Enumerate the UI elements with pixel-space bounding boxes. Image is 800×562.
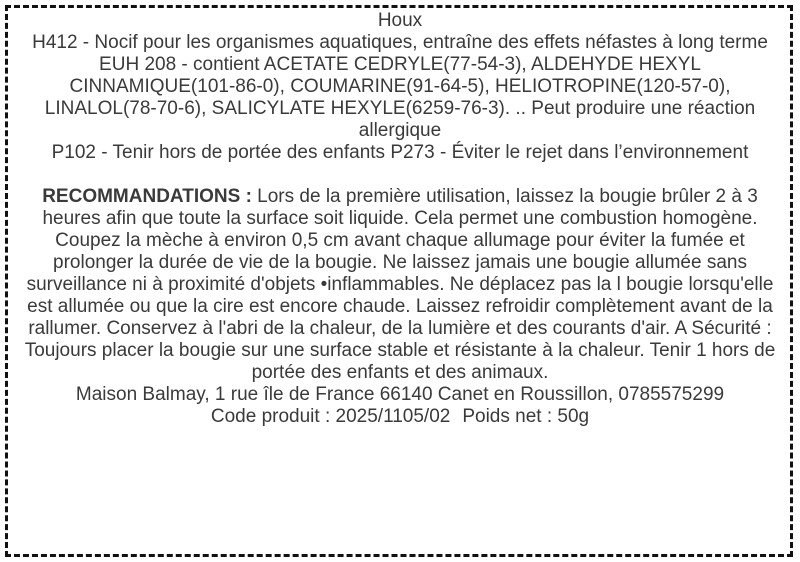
product-code: Code produit : 2025/1105/02 — [210, 406, 451, 427]
recommendations-paragraph — [14, 186, 786, 384]
hazard-statements — [14, 32, 786, 164]
product-info-line — [14, 406, 786, 428]
precautionary-statements: P102 - Tenir hors de portée des enfants P273 - Éviter le rejet dans l’environnement — [51, 142, 749, 163]
product-title: Houx — [377, 10, 423, 31]
recommendations-label: RECOMMANDATIONS : — [42, 186, 252, 207]
hazard-h412: H412 - Nocif pour les organismes aquatiques, entraîne des effets néfastes à long terme — [32, 32, 768, 53]
manufacturer-address: Maison Balmay, 1 rue île de France 66140 Canet en Roussillon, 0785575299 — [75, 384, 725, 405]
net-weight: Poids net : 50g — [462, 406, 590, 427]
label-content — [14, 10, 786, 428]
hazard-euh208: EUH 208 - contient ACETATE CEDRYLE(77-54-3), ALDEHYDE HEXYL CINNAMIQUE(101-86-0), COUMARINE(91-64-5), HELIOTROPINE(120-57-0), LINALOL(78-70-6), SALICYLATE HEXYLE(6259-76-3). .. Peut produire une réaction allergique — [44, 54, 756, 141]
recommendations-text: Lors de la première utilisation, laissez la bougie brûler 2 à 3 heures afin que toute la surface soit liquide. Cela permet une combustion homogène. Coupez la mèche à environ 0,5 cm avant chaque allumage pour éviter la fumée et prolonger la durée de vie de la bougie. Ne laissez jamais une bougie allumée sans surveillance ni à proximité d'objets •inflammables. Ne déplacez pas la l bougie lorsqu'elle est allumée ou que la cire est encore chaude. Laissez refroidir complètement avant de la rallumer. Conservez à l'abri de la chaleur, de la lumière et des courants d'air. A Sécurité : Toujours placer la bougie sur une surface stable et résistante à la chaleur. Tenir 1 hors de portée des enfants et des animaux. — [24, 186, 776, 383]
